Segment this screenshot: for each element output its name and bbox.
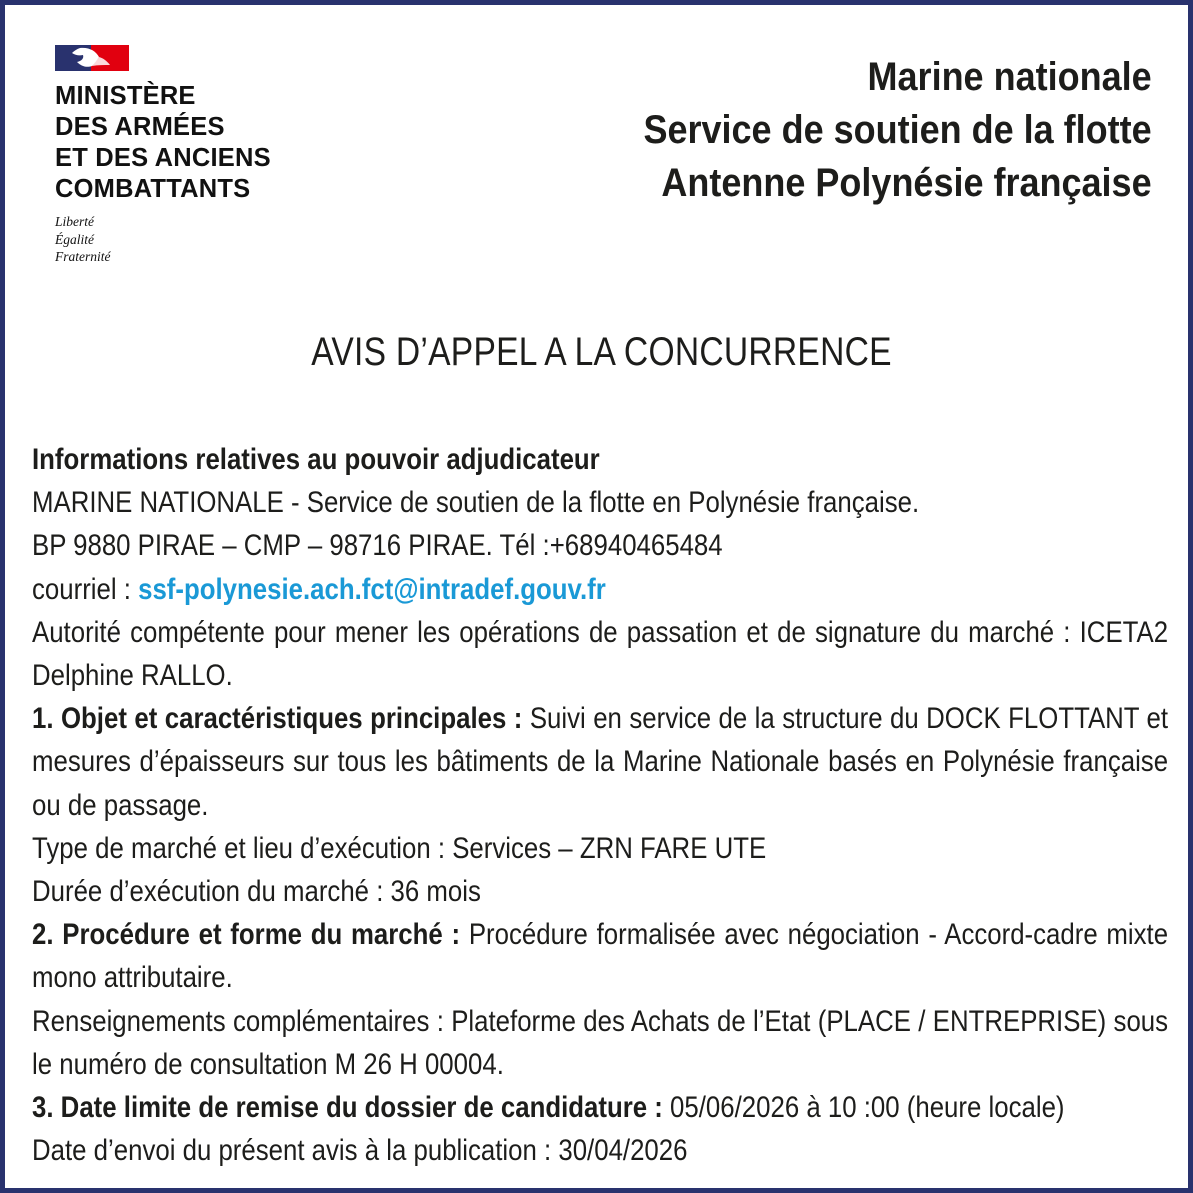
contract-duration: Durée d’exécution du marché : 36 mois — [32, 875, 481, 909]
section-2 — [32, 913, 1168, 999]
section-1-text: Suivi en service de la structure du DOCK FLOTTANT et mesures d’épaisseurs sur tous les bâtiments de la Marine Nationale basés en Polynésie française ou de passage. — [32, 702, 1169, 822]
additional-info: Renseignements complémentaires : Plateforme des Achats de l’Etat (PLACE / ENTREPRISE) sous le numéro de consultation M 26 H 00004. — [32, 1004, 1169, 1081]
organization-line: Marine nationale — [867, 55, 1152, 99]
publication-date: Date d’envoi du présent avis à la publication : 30/04/2026 — [32, 1134, 688, 1168]
authority-name: MARINE NATIONALE - Service de soutien de la flotte en Polynésie française. — [32, 486, 920, 520]
email-link[interactable]: ssf-polynesie.ach.fct@intradef.gouv.fr — [138, 572, 606, 606]
section-3-text: 05/06/2026 à 10 :00 (heure locale) — [662, 1091, 1065, 1125]
motto-line: Égalité — [55, 231, 94, 247]
ministry-logo — [55, 45, 315, 266]
ministry-line: DES ARMÉES — [55, 113, 225, 141]
section-2-text: Procédure formalisée avec négociation - Accord-cadre mixte mono attributaire. — [32, 918, 1169, 995]
ministry-name — [55, 81, 315, 205]
organization-line: Antenne Polynésie française — [661, 161, 1152, 205]
section-3-heading: 3. Date limite de remise du dossier de candidature : — [32, 1091, 663, 1125]
ministry-line: ET DES ANCIENS — [55, 144, 271, 172]
section-3 — [32, 1086, 1168, 1129]
motto-line: Liberté — [55, 214, 94, 229]
section-2-heading: 2. Procédure et forme du marché : — [32, 918, 461, 952]
competent-authority: Autorité compétente pour mener les opérations de passation et de signature du marché : ICETA2 Delphine RALLO. — [32, 615, 1169, 693]
ministry-line: MINISTÈRE — [55, 82, 196, 110]
notice-title: AVIS D’APPEL A LA CONCURRENCE — [311, 330, 892, 374]
organization-header — [644, 51, 1152, 210]
authority-address: BP 9880 PIRAE – CMP – 98716 PIRAE. Tél :+68940465484 — [32, 529, 723, 563]
section-1 — [32, 697, 1168, 827]
republic-motto — [55, 213, 315, 266]
ministry-line: COMBATTANTS — [55, 175, 251, 203]
motto-line: Fraternité — [55, 249, 111, 264]
email-label: courriel : — [32, 572, 139, 606]
marianne-flag-icon — [55, 45, 129, 71]
contract-type: Type de marché et lieu d’exécution : Services – ZRN FARE UTE — [32, 831, 767, 865]
organization-line: Service de soutien de la flotte — [643, 108, 1152, 152]
authority-heading: Informations relatives au pouvoir adjudicateur — [32, 443, 600, 476]
section-1-heading: 1. Objet et caractéristiques principales : — [32, 702, 523, 736]
email-line — [32, 568, 1168, 611]
notice-body — [32, 438, 1168, 1172]
